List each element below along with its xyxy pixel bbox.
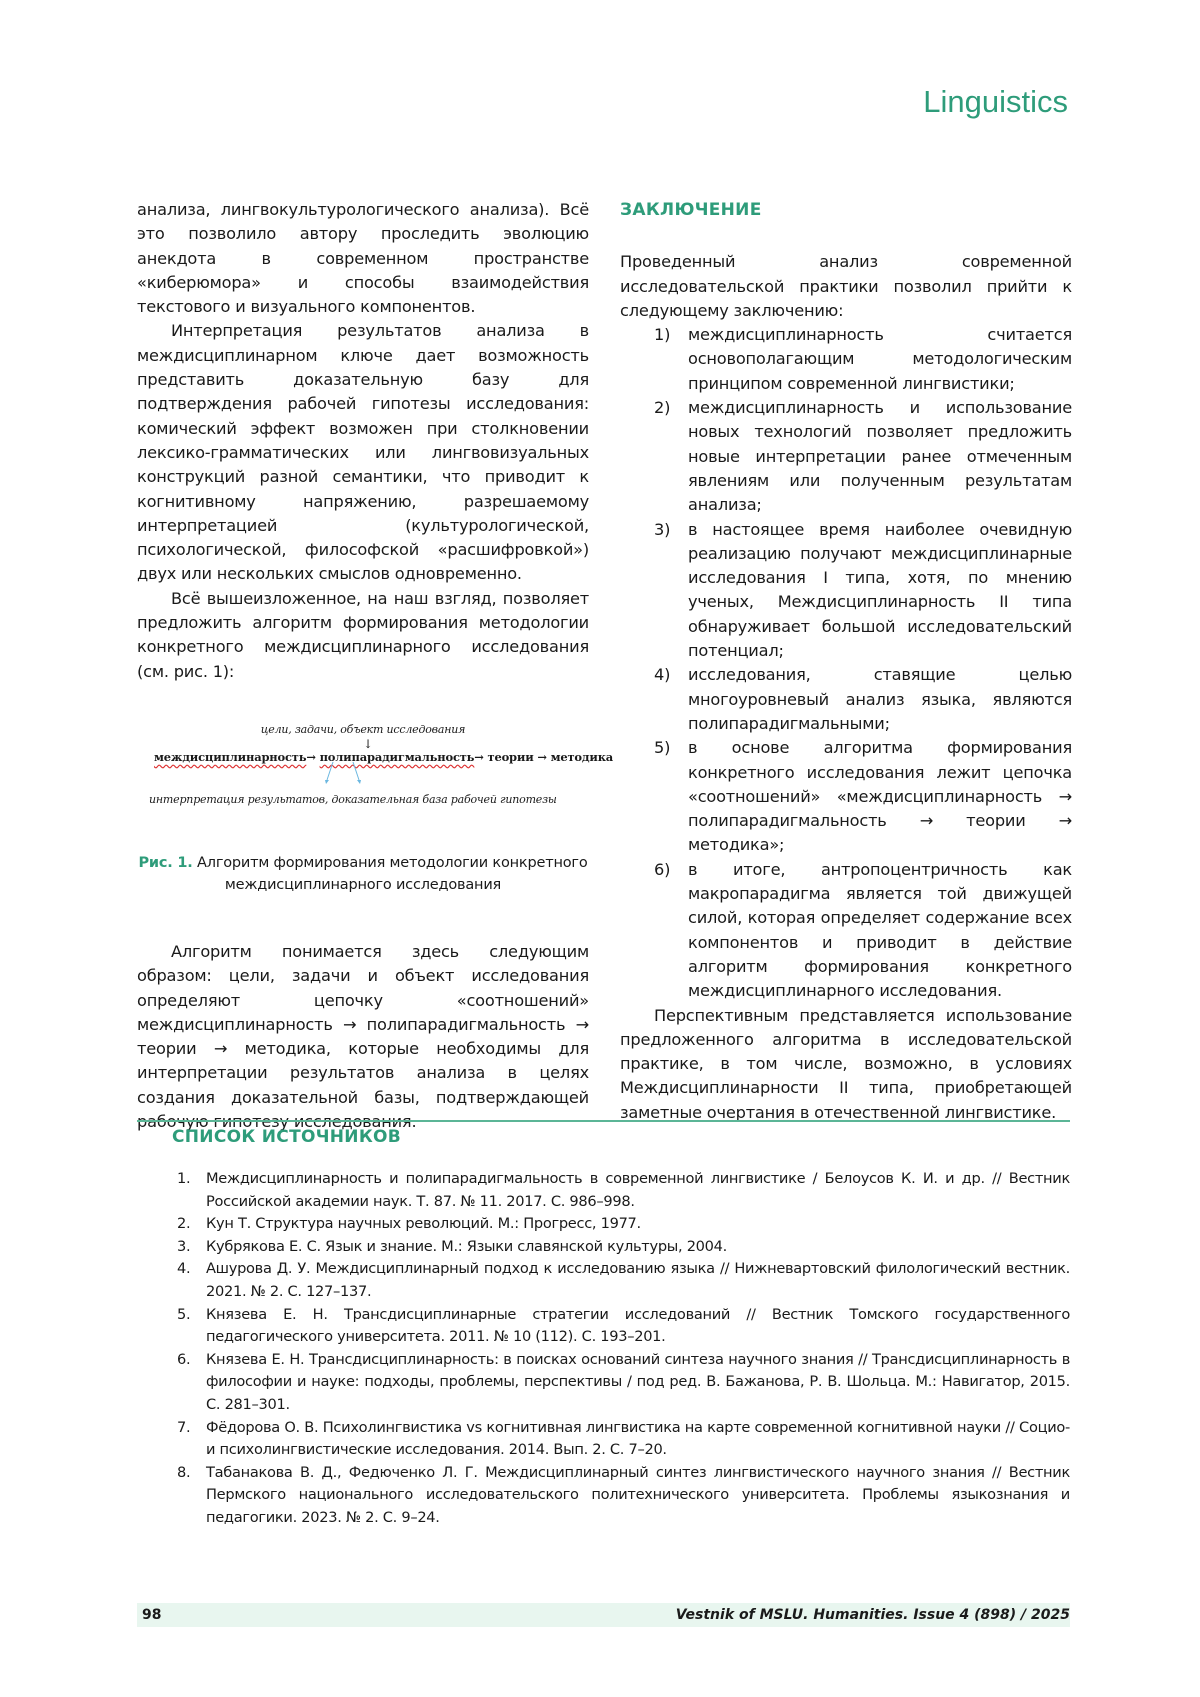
reference-item	[172, 1417, 1070, 1462]
ref-number: 5.	[177, 1304, 190, 1327]
down-arrow-icon: ↓	[363, 732, 373, 756]
paragraph: Всё вышеизложенное, на наш взгляд, позволяет предложить алгоритм формирования методологии конкретного междисциплинарного исследования (см. рис. 1):	[137, 587, 589, 684]
ref-text: Фёдорова О. В. Психолингвистика vs когнитивная лингвистика на карте современной когнитивной науки // Социо- и психолингвистические исследования. 2014. Вып. 2. С. 7–20.	[206, 1419, 1070, 1459]
running-title: Linguistics	[923, 84, 1068, 120]
item-text: междисциплинарность считается основополагающим методологическим принципом современной лингвистики;	[688, 325, 1072, 393]
reference-item	[172, 1168, 1070, 1213]
paragraph: Алгоритм понимается здесь следующим образом: цели, задачи и объект исследования определяют цепочку «соотношений» междисциплинарность → полипарадигмальность → теории → методика, которые необходимы для интерпретации результатов анализа в целях создания доказательной базы, подтверждающей	[137, 940, 589, 1134]
item-text: исследования, ставящие целью многоуровневый анализ языка, являются полипарадигмальными;	[688, 665, 1072, 733]
ref-text: Князева Е. Н. Трансдисциплинарные стратегии исследований // Вестник Томского государственного педагогического университета. 2011. № 10 (112). С. 193–201.	[206, 1306, 1070, 1346]
ref-number: 2.	[177, 1213, 190, 1236]
paragraph: Интерпретация результатов анализа в междисциплинарном ключе дает возможность представить доказательную базу для подтверждения рабочей гипотезы исследования: комический эффект возможен при столкновении лексико-грамматических или лингвовизуальных конструкций разной семантики, что приводит к когнитивному напряжению, разрешаемому интерпретацией (культурологической, психологической, философской «расшифровкой») двух или нескольких смыслов одновременно.	[137, 319, 589, 586]
ref-number: 6.	[177, 1349, 190, 1372]
chain-term: междисциплинарность	[154, 750, 306, 764]
reference-item	[172, 1349, 1070, 1417]
item-number: 4)	[654, 663, 670, 687]
item-text: в основе алгоритма формирования конкретного исследования лежит цепочка «соотношений» «междисциплинарность → полипарадигмальность → теории → методика»;	[688, 738, 1072, 854]
ref-number: 4.	[177, 1258, 190, 1281]
ref-number: 1.	[177, 1168, 190, 1191]
divider	[137, 1120, 1070, 1122]
ref-number: 8.	[177, 1462, 190, 1485]
section-heading: ЗАКЛЮЧЕНИЕ	[620, 198, 1072, 222]
ref-text: Кун Т. Структура научных революций. М.: Прогресс, 1977.	[206, 1215, 641, 1232]
blue-arrows-icon	[137, 760, 589, 790]
ref-text: Табанакова В. Д., Федюченко Л. Г. Междисциплинарный синтез лингвистического научного знания // Вестник Пермского национального исследовательского политехнического университета. Проблемы языкознания и педагогики. 2023. № 2. С. 9–24.	[206, 1464, 1070, 1526]
ref-text: Князева Е. Н. Трансдисциплинарность: в поисках оснований синтеза научного знания // Трансдисциплинарность в философии и науке: подходы, проблемы, перспективы / под ред. В. Бажанова, Р. В. Шольца. М.: Навигатор, 2015. С. 281–301.	[206, 1351, 1070, 1413]
caption-text: Алгоритм формирования методологии конкретного междисциплинарного исследования	[197, 855, 587, 893]
paragraph: анализа, лингвокультурологического анализа). Всё это позволило автору проследить эволюцию анекдота в современном пространстве «киберюмора» и способы взаимодействия текстового и визуального компонентов.	[137, 198, 589, 319]
reference-item	[172, 1304, 1070, 1349]
left-column	[137, 198, 589, 1134]
figure-1	[137, 710, 589, 910]
reference-item	[172, 1258, 1070, 1303]
reference-item	[172, 1213, 1070, 1236]
caption-label: Рис. 1.	[138, 855, 192, 871]
item-number: 1)	[654, 323, 670, 347]
reference-item	[172, 1236, 1070, 1259]
ref-text: Ашурова Д. У. Междисциплинарный подход к исследованию языка // Нижневартовский филологический вестник. 2021. № 2. С. 127–137.	[206, 1260, 1070, 1300]
chain-rest: → теории → методика	[474, 750, 613, 764]
ref-number: 7.	[177, 1417, 190, 1440]
conclusion-list	[620, 323, 1072, 1003]
page-footer	[137, 1603, 1070, 1627]
item-number: 3)	[654, 518, 670, 542]
list-item	[620, 323, 1072, 396]
paragraph: Перспективным представляется использование предложенного алгоритма в исследовательской практике, в том числе, возможно, в условиях Междисциплинарности II типа, приобретающей заметные очертания в отечественной лингвистике.	[620, 1004, 1072, 1125]
reference-item	[172, 1462, 1070, 1530]
list-item	[620, 518, 1072, 664]
references-heading: СПИСОК ИСТОЧНИКОВ	[172, 1127, 401, 1147]
ref-text: Кубрякова Е. С. Язык и знание. М.: Языки славянской культуры, 2004.	[206, 1238, 727, 1255]
item-number: 5)	[654, 736, 670, 760]
figure-top-text: цели, задачи, объект исследования	[137, 718, 589, 742]
list-item	[620, 858, 1072, 1004]
arrow: →	[306, 750, 319, 764]
list-item	[620, 663, 1072, 736]
item-text: междисциплинарность и использование новых технологий позволяет предложить новые интерпретации ранее отмеченным явлениям или полученным результатам анализа;	[688, 398, 1072, 514]
ref-text: Междисциплинарность и полипарадигмальность в современной лингвистике / Белоусов К. И. и др. // Вестник Российской академии наук. Т. 87. № 11. 2017. С. 986–998.	[206, 1170, 1070, 1210]
figure-bottom-text: интерпретация результатов, доказательная база рабочей гипотезы	[149, 788, 557, 812]
list-item	[620, 396, 1072, 517]
ref-number: 3.	[177, 1236, 190, 1259]
page-number: 98	[142, 1603, 161, 1627]
references-list	[172, 1168, 1070, 1530]
item-number: 6)	[654, 858, 670, 882]
item-number: 2)	[654, 396, 670, 420]
paragraph: Проведенный анализ современной исследовательской практики позволил прийти к следующему заключению:	[620, 250, 1072, 323]
right-column	[620, 198, 1072, 1125]
item-text: в итоге, антропоцентричность как макропарадигма является той движущей силой, которая определяет содержание всех компонентов и приводит в действие алгоритм формирования конкретного междисциплинарного исследования.	[688, 860, 1072, 1000]
list-item	[620, 736, 1072, 857]
item-text: в настоящее время наиболее очевидную реализацию получают междисциплинарные исследования I типа, хотя, по мнению ученых, Междисциплинарность II типа обнаруживает большой исследовательский потенциал;	[688, 520, 1072, 660]
journal-title: Vestnik of MSLU. Humanities. Issue 4 (898) / 2025	[676, 1603, 1070, 1627]
chain-term: полипарадигмальность	[320, 750, 475, 764]
